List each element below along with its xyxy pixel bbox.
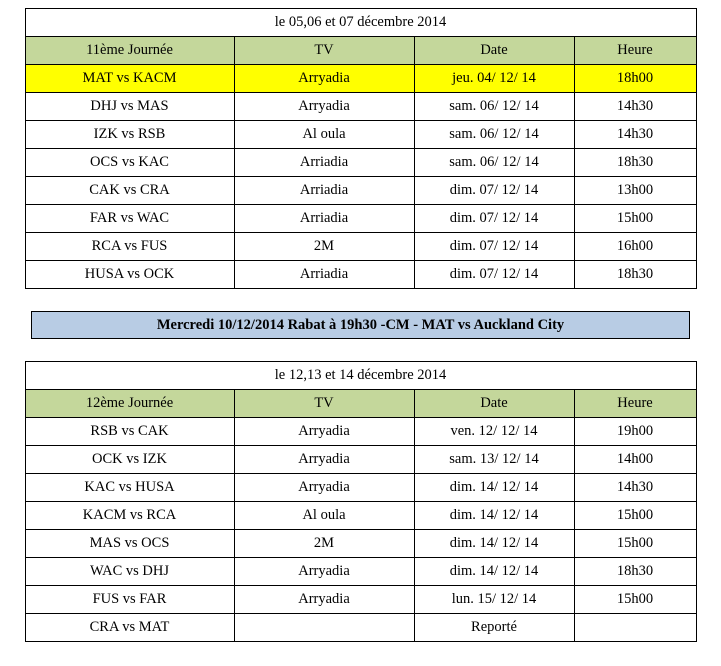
tv-cell [234, 614, 414, 642]
table-1-header-tv: TV [234, 37, 414, 65]
heure-cell: 15h00 [574, 205, 696, 233]
heure-cell: 14h30 [574, 474, 696, 502]
tv-cell: Arryadia [234, 93, 414, 121]
tv-cell: Arryadia [234, 558, 414, 586]
table-2-title-row [25, 362, 696, 390]
special-match-banner: Mercredi 10/12/2014 Rabat à 19h30 -CM - MAT vs Auckland City [31, 311, 690, 339]
match-cell: WAC vs DHJ [25, 558, 234, 586]
heure-cell: 14h00 [574, 446, 696, 474]
match-cell: HUSA vs OCK [25, 261, 234, 289]
table-row [25, 177, 696, 205]
table-row [25, 614, 696, 642]
heure-cell: 18h30 [574, 558, 696, 586]
date-cell: dim. 14/ 12/ 14 [414, 558, 574, 586]
top-spacer [0, 0, 721, 8]
schedule-table-2 [25, 361, 697, 642]
heure-cell: 15h00 [574, 586, 696, 614]
spacer-between-banner-and-table2 [0, 339, 721, 361]
tv-cell: Al oula [234, 121, 414, 149]
heure-cell: 13h00 [574, 177, 696, 205]
table-2-header-heure: Heure [574, 390, 696, 418]
table-1-header-journee: 11ème Journée [25, 37, 234, 65]
date-cell: dim. 07/ 12/ 14 [414, 205, 574, 233]
table-row [25, 446, 696, 474]
tv-cell: 2M [234, 530, 414, 558]
heure-cell: 15h00 [574, 502, 696, 530]
table-1-header-heure: Heure [574, 37, 696, 65]
table-row [25, 121, 696, 149]
heure-cell: 16h00 [574, 233, 696, 261]
date-cell: dim. 07/ 12/ 14 [414, 177, 574, 205]
match-cell: FUS vs FAR [25, 586, 234, 614]
heure-cell: 19h00 [574, 418, 696, 446]
heure-cell: 15h00 [574, 530, 696, 558]
table-row [25, 261, 696, 289]
date-cell: sam. 06/ 12/ 14 [414, 93, 574, 121]
tv-cell: Arryadia [234, 586, 414, 614]
table-row [25, 558, 696, 586]
heure-cell: 18h30 [574, 261, 696, 289]
tv-cell: Arryadia [234, 446, 414, 474]
date-cell: sam. 06/ 12/ 14 [414, 121, 574, 149]
table-row [25, 93, 696, 121]
date-cell: dim. 14/ 12/ 14 [414, 502, 574, 530]
table-row [25, 474, 696, 502]
table-row [25, 65, 696, 93]
table-row [25, 233, 696, 261]
table-1-title: le 05,06 et 07 décembre 2014 [25, 9, 696, 37]
tv-cell: Arryadia [234, 65, 414, 93]
spacer-between-table1-and-banner [0, 289, 721, 311]
date-cell: dim. 14/ 12/ 14 [414, 530, 574, 558]
table-row [25, 530, 696, 558]
tv-cell: 2M [234, 233, 414, 261]
date-cell: dim. 14/ 12/ 14 [414, 474, 574, 502]
match-cell: KACM vs RCA [25, 502, 234, 530]
schedule-table-1-wrapper [0, 8, 721, 289]
match-cell: IZK vs RSB [25, 121, 234, 149]
heure-cell: 18h30 [574, 149, 696, 177]
match-cell: FAR vs WAC [25, 205, 234, 233]
match-cell: OCK vs IZK [25, 446, 234, 474]
tv-cell: Arryadia [234, 474, 414, 502]
date-cell: lun. 15/ 12/ 14 [414, 586, 574, 614]
table-1-header-date: Date [414, 37, 574, 65]
heure-cell: 14h30 [574, 121, 696, 149]
tv-cell: Arriadia [234, 205, 414, 233]
table-2-header-tv: TV [234, 390, 414, 418]
table-1-header-row [25, 37, 696, 65]
match-cell: MAT vs KACM [25, 65, 234, 93]
tv-cell: Arryadia [234, 418, 414, 446]
tv-cell: Arriadia [234, 177, 414, 205]
match-cell: MAS vs OCS [25, 530, 234, 558]
table-2-title: le 12,13 et 14 décembre 2014 [25, 362, 696, 390]
table-1-title-row [25, 9, 696, 37]
match-cell: RCA vs FUS [25, 233, 234, 261]
match-cell: RSB vs CAK [25, 418, 234, 446]
match-cell: CRA vs MAT [25, 614, 234, 642]
tv-cell: Arriadia [234, 149, 414, 177]
heure-cell [574, 614, 696, 642]
match-cell: KAC vs HUSA [25, 474, 234, 502]
heure-cell: 18h00 [574, 65, 696, 93]
match-cell: DHJ vs MAS [25, 93, 234, 121]
table-row [25, 502, 696, 530]
heure-cell: 14h30 [574, 93, 696, 121]
date-cell: ven. 12/ 12/ 14 [414, 418, 574, 446]
match-cell: OCS vs KAC [25, 149, 234, 177]
schedule-table-1 [25, 8, 697, 289]
date-cell: dim. 07/ 12/ 14 [414, 233, 574, 261]
table-row [25, 418, 696, 446]
tv-cell: Al oula [234, 502, 414, 530]
date-cell: jeu. 04/ 12/ 14 [414, 65, 574, 93]
date-cell: sam. 06/ 12/ 14 [414, 149, 574, 177]
date-cell: Reporté [414, 614, 574, 642]
match-cell: CAK vs CRA [25, 177, 234, 205]
table-row [25, 586, 696, 614]
table-2-header-date: Date [414, 390, 574, 418]
date-cell: sam. 13/ 12/ 14 [414, 446, 574, 474]
schedule-table-2-wrapper [0, 361, 721, 642]
date-cell: dim. 07/ 12/ 14 [414, 261, 574, 289]
table-row [25, 149, 696, 177]
table-2-header-row [25, 390, 696, 418]
table-2-header-journee: 12ème Journée [25, 390, 234, 418]
tv-cell: Arriadia [234, 261, 414, 289]
table-row [25, 205, 696, 233]
